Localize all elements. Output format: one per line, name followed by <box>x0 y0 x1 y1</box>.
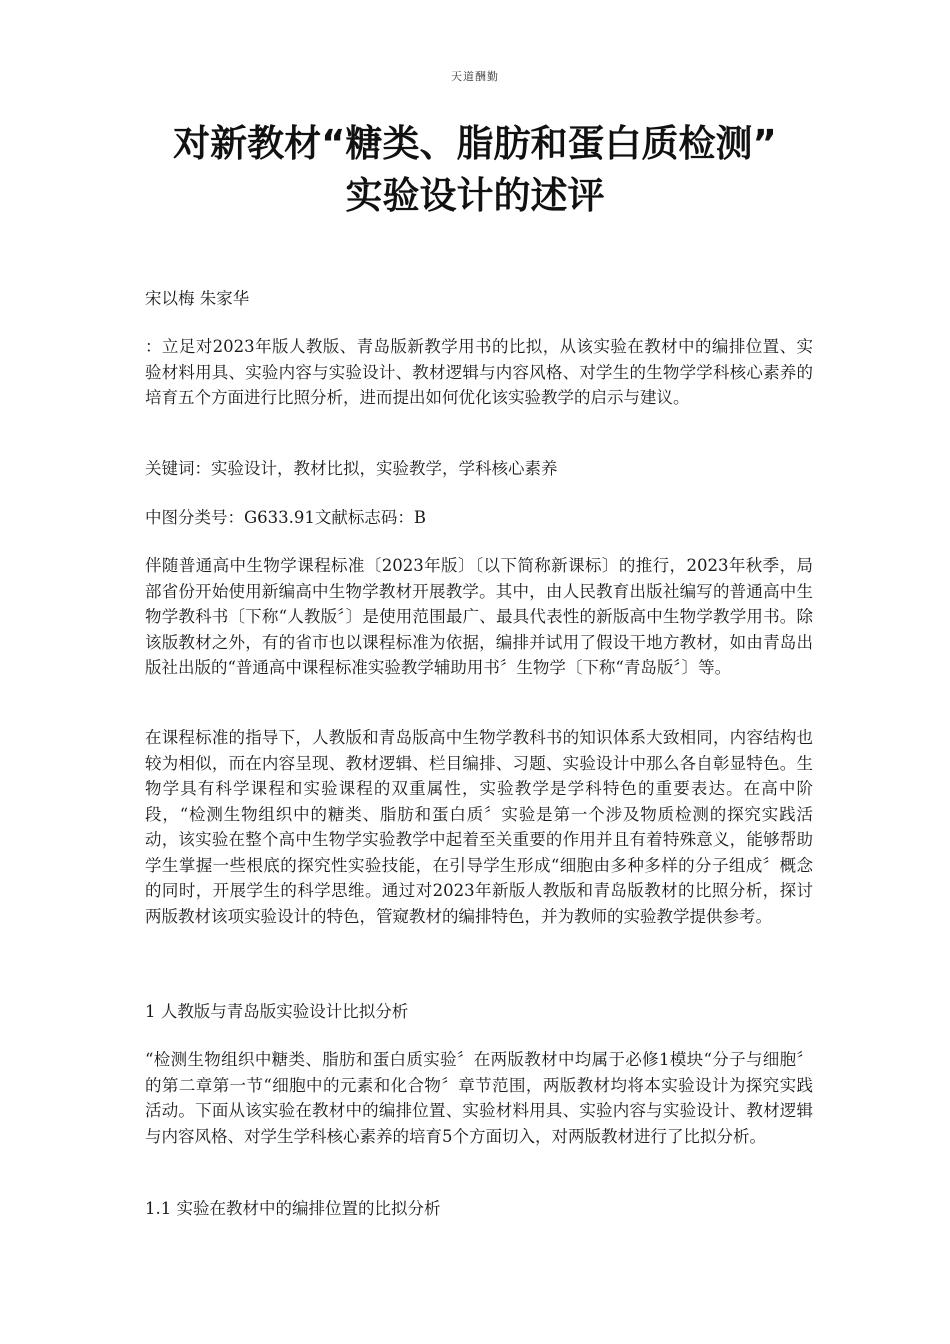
intro-paragraph-2: 在课程标准的指导下，人教版和青岛版高中生物学教科书的知识体系大致相同，内容结构也较为相似，而在内容呈现、教材逻辑、栏目编排、习题、实验设计中那么各自彰显特色。生物学具有科学课程和实验课程的双重属性，实验教学是学科特色的重要表达。在高中阶段，“检测生物组织中的糖类、脂肪和蛋白质〞实验是第一个涉及物质检测的探究实践活动，该实验在整个高中生物学实验教学中起着至关重要的作用并且有着特殊意义，能够帮助学生掌握一些根底的探究性实验技能，在引导学生形成“细胞由多种多样的分子组成〞概念的同时，开展学生的科学思维。通过对2023年新版人教版和青岛版教材的比照分析，探讨两版教材该项实验设计的特色，管窥教材的编排特色，并为教师的实验教学提供参考。 <box>145 728 813 926</box>
keywords: 关键词：实验设计，教材比拟，实验教学，学科核心素养 <box>145 459 558 478</box>
section-1-1-heading: 1.1 实验在教材中的编排位置的比拟分析 <box>145 1199 441 1218</box>
classification-code: 中图分类号：G633.91文献标志码：B <box>145 508 427 527</box>
intro-paragraph-1: 伴随普通高中生物学课程标准〔2023年版〕〔以下简称新课标〕的推行，2023年秋季，局部省份开始使用新编高中生物学教材开展教学。其中，由人民教育出版社编写的普通高中生物学教科书〔下称“人教版〞〕是使用范围最广、最具代表性的新版高中生物学教学用书。除该版教材之外，有的省市也以课程标准为依据，编排并试用了假设干地方教材，如由青岛出版社出版的“普通高中课程标准实验教学辅助用书〞生物学〔下称“青岛版〞〕等。 <box>145 556 813 677</box>
title-line-2: 实验设计的述评 <box>345 174 605 217</box>
running-head: 天道酬勤 <box>451 70 499 83</box>
abstract: ：立足对2023年版人教版、青岛版新教学用书的比拟，从该实验在教材中的编排位置、实验材料用具、实验内容与实验设计、教材逻辑与内容风格、对学生的生物学学科核心素养的培育五个方面进行比照分析，进而提出如何优化该实验教学的启示与建议。 <box>145 337 813 407</box>
authors: 宋以梅 朱家华 <box>145 289 250 308</box>
section-1-paragraph: “检测生物组织中糖类、脂肪和蛋白质实验〞在两版教材中均属于必修1模块“分子与细胞〞的第二章第一节“细胞中的元素和化合物〞章节范围，两版教材均将本实验设计为探究实践活动。下面从该实验在教材中的编排位置、实验材料用具、实验内容与实验设计、教材逻辑与内容风格、对学生学科核心素养的培育5个方面切入，对两版教材进行了比拟分析。 <box>145 1050 813 1146</box>
section-1-heading: 1 人教版与青岛版实验设计比拟分析 <box>145 1002 409 1021</box>
title-line-1: 对新教材“糖类、脂肪和蛋白质检测” <box>173 122 777 165</box>
article-title <box>110 118 840 222</box>
